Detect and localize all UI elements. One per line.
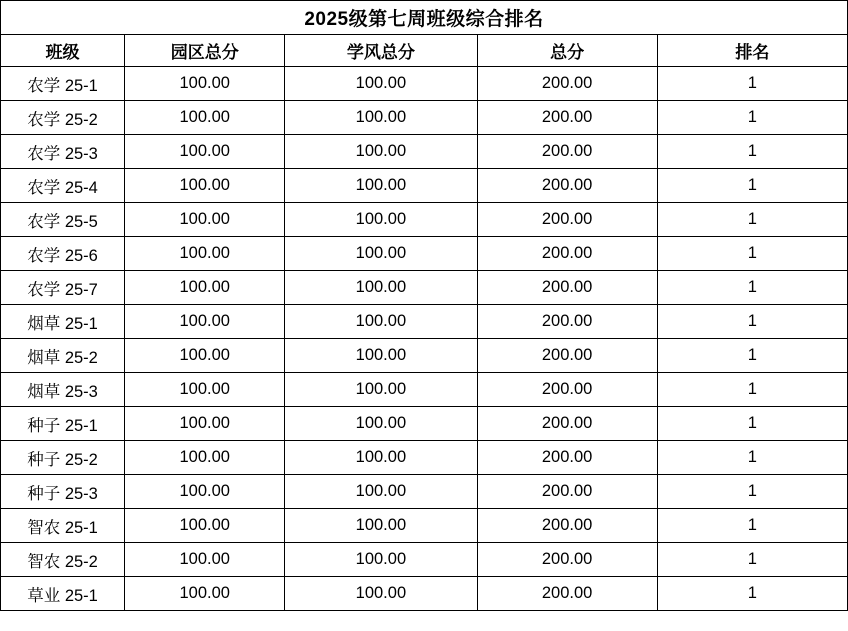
cell-total: 200.00 bbox=[477, 441, 657, 475]
cell-total: 200.00 bbox=[477, 339, 657, 373]
cell-park-total: 100.00 bbox=[125, 373, 285, 407]
cell-class: 智农 25-1 bbox=[1, 509, 125, 543]
cell-style-total: 100.00 bbox=[285, 441, 477, 475]
table-row bbox=[1, 101, 848, 135]
cell-park-total: 100.00 bbox=[125, 169, 285, 203]
table-title-row bbox=[1, 1, 848, 35]
cell-rank: 1 bbox=[657, 101, 847, 135]
cell-style-total: 100.00 bbox=[285, 203, 477, 237]
cell-total: 200.00 bbox=[477, 271, 657, 305]
cell-rank: 1 bbox=[657, 373, 847, 407]
cell-class: 烟草 25-2 bbox=[1, 339, 125, 373]
column-header-rank: 排名 bbox=[657, 35, 847, 67]
table-row bbox=[1, 305, 848, 339]
cell-style-total: 100.00 bbox=[285, 271, 477, 305]
cell-park-total: 100.00 bbox=[125, 67, 285, 101]
table-row bbox=[1, 475, 848, 509]
cell-park-total: 100.00 bbox=[125, 305, 285, 339]
cell-class: 农学 25-1 bbox=[1, 67, 125, 101]
table-row bbox=[1, 339, 848, 373]
cell-class: 农学 25-3 bbox=[1, 135, 125, 169]
cell-rank: 1 bbox=[657, 271, 847, 305]
cell-style-total: 100.00 bbox=[285, 101, 477, 135]
cell-park-total: 100.00 bbox=[125, 509, 285, 543]
cell-style-total: 100.00 bbox=[285, 169, 477, 203]
cell-rank: 1 bbox=[657, 135, 847, 169]
cell-total: 200.00 bbox=[477, 135, 657, 169]
cell-park-total: 100.00 bbox=[125, 101, 285, 135]
column-header-total: 总分 bbox=[477, 35, 657, 67]
cell-park-total: 100.00 bbox=[125, 577, 285, 611]
column-header-style-total: 学风总分 bbox=[285, 35, 477, 67]
cell-style-total: 100.00 bbox=[285, 407, 477, 441]
cell-class: 农学 25-5 bbox=[1, 203, 125, 237]
cell-rank: 1 bbox=[657, 237, 847, 271]
cell-style-total: 100.00 bbox=[285, 509, 477, 543]
cell-rank: 1 bbox=[657, 169, 847, 203]
cell-rank: 1 bbox=[657, 203, 847, 237]
cell-total: 200.00 bbox=[477, 509, 657, 543]
cell-class: 烟草 25-3 bbox=[1, 373, 125, 407]
cell-park-total: 100.00 bbox=[125, 407, 285, 441]
cell-park-total: 100.00 bbox=[125, 135, 285, 169]
cell-style-total: 100.00 bbox=[285, 305, 477, 339]
cell-style-total: 100.00 bbox=[285, 237, 477, 271]
cell-rank: 1 bbox=[657, 339, 847, 373]
cell-class: 种子 25-1 bbox=[1, 407, 125, 441]
table-row bbox=[1, 67, 848, 101]
cell-rank: 1 bbox=[657, 441, 847, 475]
cell-style-total: 100.00 bbox=[285, 475, 477, 509]
cell-park-total: 100.00 bbox=[125, 203, 285, 237]
column-header-park-total: 园区总分 bbox=[125, 35, 285, 67]
cell-park-total: 100.00 bbox=[125, 475, 285, 509]
cell-park-total: 100.00 bbox=[125, 543, 285, 577]
cell-total: 200.00 bbox=[477, 373, 657, 407]
table-row bbox=[1, 407, 848, 441]
cell-style-total: 100.00 bbox=[285, 577, 477, 611]
cell-total: 200.00 bbox=[477, 305, 657, 339]
cell-total: 200.00 bbox=[477, 475, 657, 509]
cell-total: 200.00 bbox=[477, 67, 657, 101]
cell-class: 草业 25-1 bbox=[1, 577, 125, 611]
cell-style-total: 100.00 bbox=[285, 135, 477, 169]
column-header-class: 班级 bbox=[1, 35, 125, 67]
table-row bbox=[1, 135, 848, 169]
table-row bbox=[1, 577, 848, 611]
table-header-row bbox=[1, 35, 848, 67]
cell-style-total: 100.00 bbox=[285, 67, 477, 101]
cell-total: 200.00 bbox=[477, 543, 657, 577]
cell-total: 200.00 bbox=[477, 577, 657, 611]
cell-class: 农学 25-6 bbox=[1, 237, 125, 271]
cell-park-total: 100.00 bbox=[125, 339, 285, 373]
cell-class: 农学 25-2 bbox=[1, 101, 125, 135]
cell-total: 200.00 bbox=[477, 203, 657, 237]
cell-rank: 1 bbox=[657, 475, 847, 509]
cell-total: 200.00 bbox=[477, 407, 657, 441]
cell-style-total: 100.00 bbox=[285, 543, 477, 577]
table-row bbox=[1, 373, 848, 407]
table-body bbox=[1, 1, 848, 611]
cell-class: 烟草 25-1 bbox=[1, 305, 125, 339]
cell-class: 智农 25-2 bbox=[1, 543, 125, 577]
table-row bbox=[1, 441, 848, 475]
page-title: 2025级第七周班级综合排名 bbox=[1, 1, 848, 35]
cell-rank: 1 bbox=[657, 509, 847, 543]
cell-class: 种子 25-3 bbox=[1, 475, 125, 509]
cell-park-total: 100.00 bbox=[125, 441, 285, 475]
table-row bbox=[1, 237, 848, 271]
table-row bbox=[1, 271, 848, 305]
cell-style-total: 100.00 bbox=[285, 373, 477, 407]
cell-total: 200.00 bbox=[477, 101, 657, 135]
cell-rank: 1 bbox=[657, 543, 847, 577]
cell-total: 200.00 bbox=[477, 237, 657, 271]
table-row bbox=[1, 203, 848, 237]
table-row bbox=[1, 169, 848, 203]
cell-total: 200.00 bbox=[477, 169, 657, 203]
cell-rank: 1 bbox=[657, 577, 847, 611]
table-row bbox=[1, 509, 848, 543]
cell-class: 种子 25-2 bbox=[1, 441, 125, 475]
cell-rank: 1 bbox=[657, 67, 847, 101]
cell-class: 农学 25-4 bbox=[1, 169, 125, 203]
cell-park-total: 100.00 bbox=[125, 237, 285, 271]
cell-rank: 1 bbox=[657, 305, 847, 339]
cell-park-total: 100.00 bbox=[125, 271, 285, 305]
cell-style-total: 100.00 bbox=[285, 339, 477, 373]
cell-class: 农学 25-7 bbox=[1, 271, 125, 305]
cell-rank: 1 bbox=[657, 407, 847, 441]
table-row bbox=[1, 543, 848, 577]
